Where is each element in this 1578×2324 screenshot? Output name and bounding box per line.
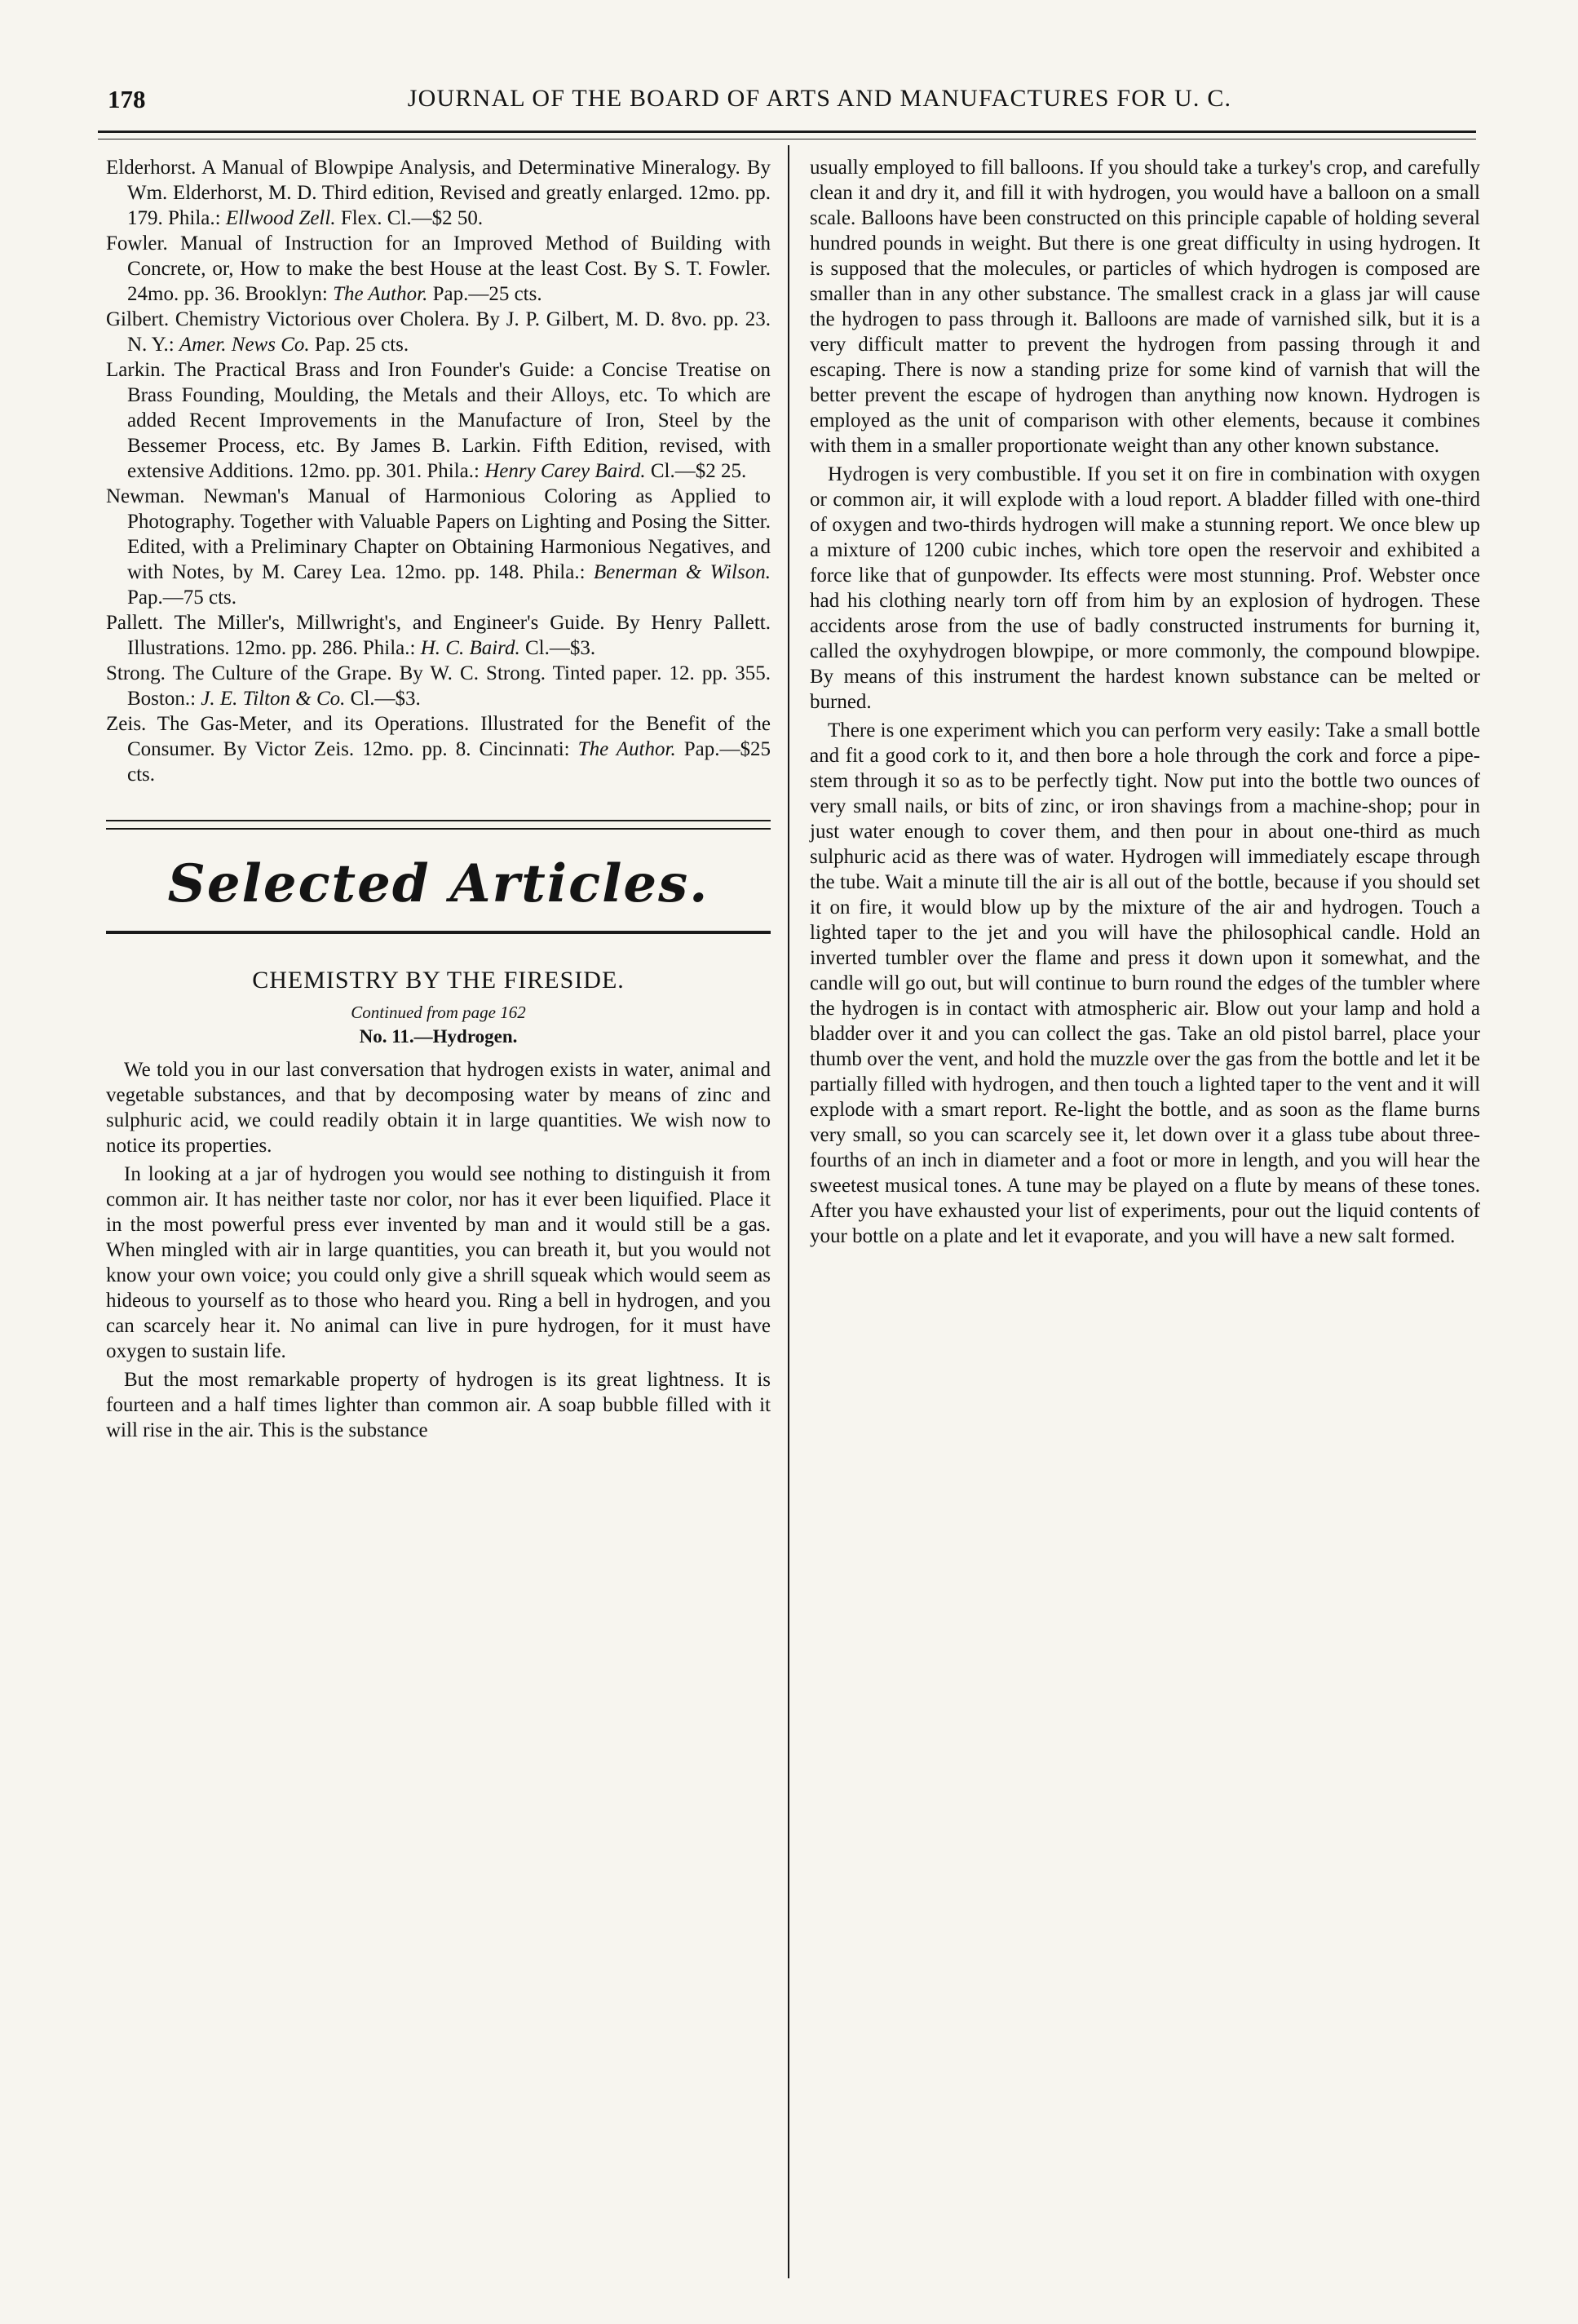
catalog-entry-price: Cl.—$3. [519,637,596,659]
catalog-entry [106,357,771,484]
catalog-entry-publisher: Amer. News Co. [179,334,310,356]
section-heading: Selected Articles. [167,853,709,914]
catalog-entry-price: Pap.—75 cts. [127,587,237,609]
article-paragraph: But the most remarkable property of hydrogen is its great lightness. It is fourteen and a half times lighter than common air. A soap bubble filled with it will rise in the air. This is the substance [106,1369,771,1441]
catalog-entry-text: Zeis. The Gas-Meter, and its Operations. Illustrated for the Benefit of the Consumer. By Victor Zeis. 12mo. pp. 8. Cincinnati: [106,713,771,760]
column-divider [788,145,789,2278]
catalog-entry-publisher: The Author. [333,283,428,305]
article-subtitle: No. 11.—Hydrogen. [359,1026,518,1047]
catalog-entry [106,610,771,661]
catalog-entry-price: Cl.—$2 25. [645,460,747,482]
page-header [98,85,1476,131]
article-paragraph: There is one experiment which you can perform very easily: Take a small bottle and fit a good cork to it, and then bore a hole through the cork and force a pipe-stem through it so as to be perfectly tight. Now put into the bottle two ounces of very small nails, or bits of zinc, or iron shavings from a machine-shop; pour in just water enough to cover them, and then pour in about one-third as much sulphuric acid as there was of water. Hydrogen will immediately escape through the tube. Wait a minute till the air is all out of the bottle, because if you should set it on fire, it would blow up by the mixture of the air and hydrogen. Touch a lighted taper to the jet and you will have the philosophical candle. Hold an inverted tumbler over the flame and press it down upon it somewhat, and the candle will go out, but will continue to burn round the edges of the tumbler where the hydrogen is in contact with atmospheric air. Blow out your lamp and hold a bladder over it and you can collect the gas. Take an old pistol barrel, place your thumb over the vent, and hold the muzzle over the gas from the bottle and let it be partially filled with hydrogen, and then touch a lighted taper to the vent and it will explode with a smart report. Re-light the bottle, and as soon as the flame burns very small, so you can scarcely see it, let down over it a glass tube about three-fourths of an inch in diameter and a foot or more in length, and you will hear the sweetest musical tones. A tune may be played on a flute by means of these tones. After you have exhausted your list of experiments, pour out the liquid contents of your bottle on a plate and let it evaporate, and you will have a new salt formed. [810,719,1481,1247]
catalog-entry-text: Fowler. Manual of Instruction for an Improved Method of Building with Concrete, or, How to make the best House at the least Cost. By S. T. Fowler. 24mo. pp. 36. Brooklyn: [106,232,771,305]
book-catalog [106,155,771,787]
header-rule [98,131,1476,139]
page-number: 178 [108,85,146,113]
catalog-entry-publisher: J. E. Tilton & Co. [201,688,346,710]
section-separator [106,820,771,830]
catalog-entry-publisher: Benerman & Wilson. [593,561,771,583]
article-paragraph: In looking at a jar of hydrogen you would see nothing to distinguish it from common air. It has neither taste nor color, nor has it ever been liquified. Place it in the most powerful press ever invented by man and it would still be a gas. When mingled with air in large quantities, you can breath it, but you would not know your own voice; you could only give a shrill squeak which would seem as hideous to yourself as to those who heard you. Ring a bell in hydrogen, and you can scarcely hear it. No animal can live in pure hydrogen, for it must have oxygen to sustain life. [106,1163,771,1362]
catalog-entry-price: Cl.—$3. [345,688,421,710]
catalog-entry-price: Pap.—$25 cts. [127,738,771,786]
left-column [106,155,771,1443]
article-paragraph: We told you in our last conversation that hydrogen exists in water, animal and vegetable substances, and that by decomposing water by means of zinc and sulphuric acid, we could readily obtain it in large quantities. We wish now to notice its properties. [106,1059,771,1157]
article-title: CHEMISTRY BY THE FIRESIDE. [252,967,625,994]
catalog-entry-publisher: Henry Carey Baird. [484,460,646,482]
catalog-entry [106,231,771,307]
catalog-entry-text: Elderhorst. A Manual of Blowpipe Analysis, and Determinative Mineralogy. By Wm. Elderhorst, M. D. Third edition, Revised and greatly enlarged. 12mo. pp. 179. Phila.: [106,157,771,229]
right-column [810,155,1480,1249]
section-rule [106,931,771,934]
catalog-entry-price: Pap.—25 cts. [427,283,542,305]
catalog-entry-text: Strong. The Culture of the Grape. By W. C. Strong. Tinted paper. 12. pp. 355. Boston.: [106,662,771,710]
catalog-entry-text: Newman. Newman's Manual of Harmonious Coloring as Applied to Photography. Together with Valuable Papers on Lighting and Posing the Sitter. Edited, with a Preliminary Chapter on Obtaining Harmonious Negatives, and with Notes, by M. Carey Lea. 12mo. pp. 148. Phila.: [106,485,771,583]
catalog-entry [106,711,771,787]
article-paragraph: usually employed to fill balloons. If you should take a turkey's crop, and carefully clean it and dry it, and fill it with hydrogen, you would have a balloon on a small scale. Balloons have been constructed on this principle capable of holding several hundred pounds in weight. But there is one great difficulty in using hydrogen. It is supposed that the molecules, or particles of which hydrogen is composed are smaller than in any other substance. The smallest crack in a glass jar will cause the hydrogen to pass through it. Balloons are made of varnished silk, but it is a very difficult matter to prevent the hydrogen from passing through it and escaping. There is now a standing prize for some kind of varnish that will the better prevent the escape of hydrogen than anything now known. Hydrogen is employed as the unit of comparison with other elements, because it combines with them in a smaller proportionate weight than any other known substance. [810,157,1480,457]
catalog-entry-price: Pap. 25 cts. [309,334,409,356]
catalog-entry [106,661,771,711]
article-continuation-note: Continued from page 162 [351,1003,526,1022]
catalog-entry-price: Flex. Cl.—$2 50. [335,207,484,229]
catalog-entry-text: Gilbert. Chemistry Victorious over Cholera. By J. P. Gilbert, M. D. 8vo. pp. 23. N. Y.: [106,308,771,356]
catalog-entry-publisher: Ellwood Zell. [225,207,336,229]
running-title: JOURNAL OF THE BOARD OF ARTS AND MANUFACTURES FOR U. C. [407,85,1232,112]
catalog-entry-publisher: The Author. [577,738,676,760]
catalog-entry [106,307,771,357]
catalog-entry-text: Pallett. The Miller's, Millwright's, and Engineer's Guide. By Henry Pallett. Illustrations. 12mo. pp. 286. Phila.: [106,612,771,659]
catalog-entry-text: Larkin. The Practical Brass and Iron Founder's Guide: a Concise Treatise on Brass Founding, Moulding, the Metals and their Alloys, etc. To which are added Recent Improvements in the Manufacture of Iron, Steel by the Bessemer Process, etc. By James B. Larkin. Fifth Edition, revised, with extensive Additions. 12mo. pp. 301. Phila.: [106,359,771,482]
catalog-entry [106,484,771,610]
article-paragraph: Hydrogen is very combustible. If you set it on fire in combination with oxygen or common air, it will explode with a loud report. A bladder filled with one-third of oxygen and two-thirds hydrogen will make a stunning report. We once blew up a mixture of 1200 cubic inches, which tore open the reservoir and exhibited a force like that of gunpowder. Its effects were most stunning. Prof. Webster once had his clothing nearly torn off from him by an explosion of hydrogen. These accidents arose from the use of badly constructed instruments for burning it, called the oxyhydrogen blowpipe, or more commonly, the compound blowpipe. By means of this instrument the hardest known substance can be melted or burned. [810,463,1480,713]
catalog-entry-publisher: H. C. Baird. [420,637,520,659]
catalog-entry [106,155,771,231]
